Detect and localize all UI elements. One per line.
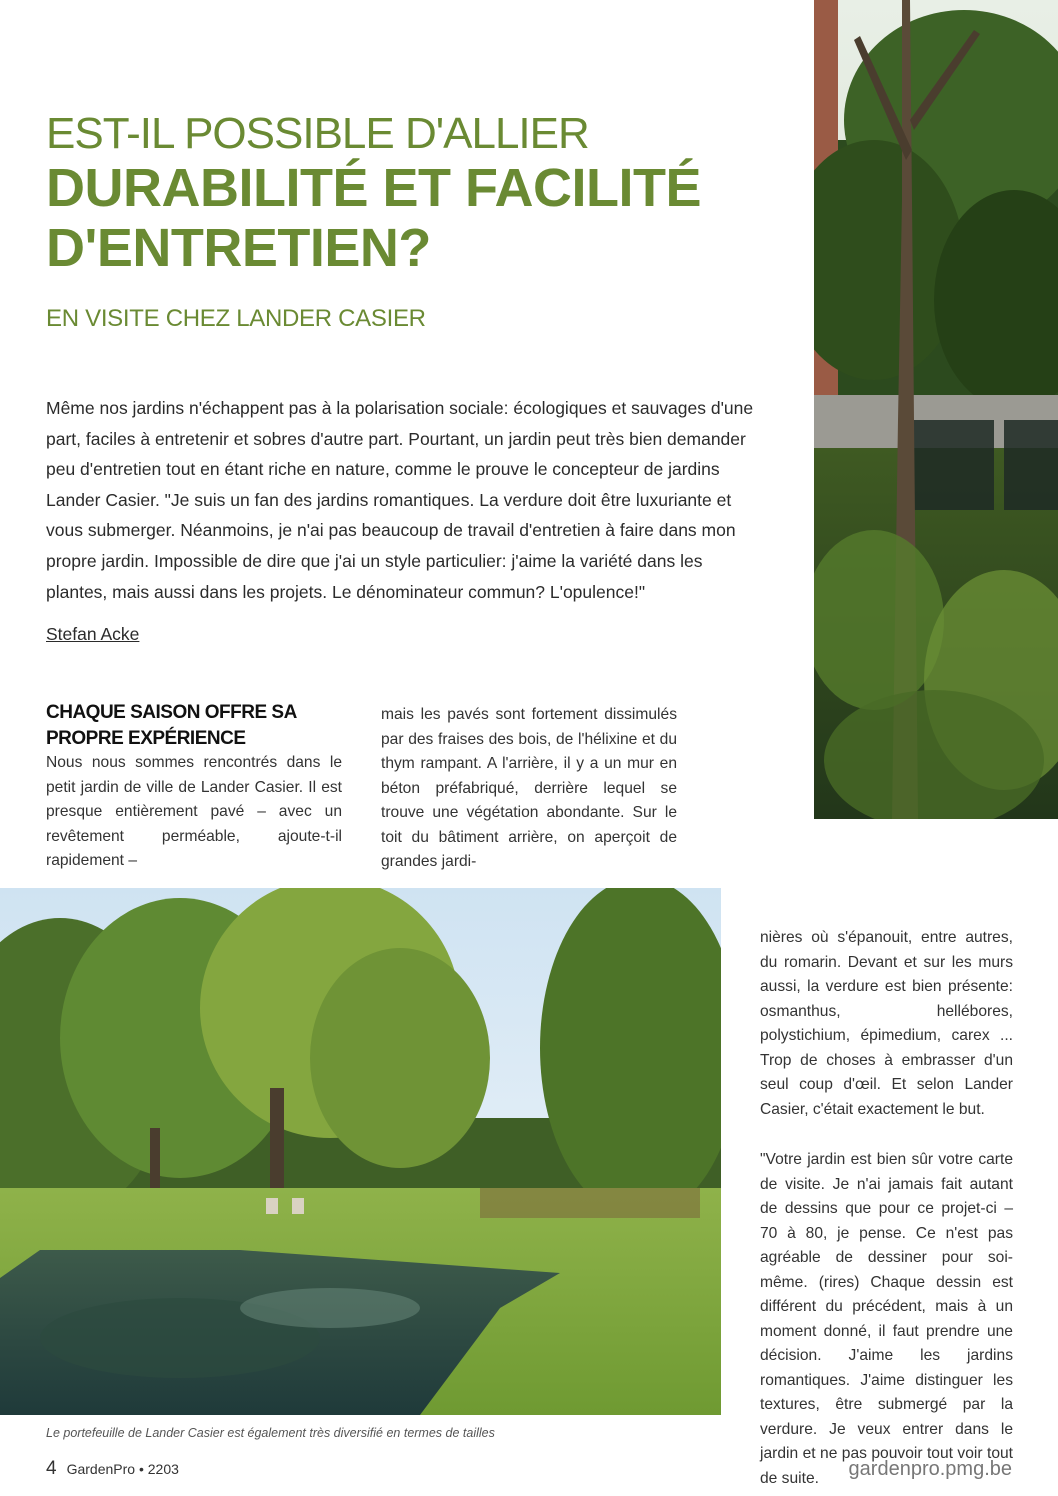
- body-column-3: nières où s'épanouit, entre autres, du romarin. Devant et sur les murs aussi, la verdure est bien présente: osmanthus, hellébores, polystichium, épimedium, carex ... Trop de choses à embrasser d'un seul coup d'œil. Et selon Lander Casier, c'était exactement le but.: [760, 929, 1013, 1118]
- body-column-4: "Votre jardin est bien sûr votre carte de visite. Je n'ai jamais fait autant de dessins que pour ce projet-ci – 70 à 80, je pense. Ce n'est pas agréable de dessiner pour soi-même. (rires) Chaque dessin est différent du précédent, mais à un moment donné, il faut prendre une décision. J'aime les jardins romantiques. J'aime distinguer les textures, être submergé par la verdure. Je veux entrer dans le jardin et ne pas pouvoir tout voir tout de suite.: [760, 1151, 1013, 1487]
- body-column-2: mais les pavés sont fortement dissimulés par des fraises des bois, de l'hélixine et du thym rampant. A l'arrière, il y a un mur en béton préfabriqué, derrière lequel se trouve une végétation abondante. Sur le toit du bâtiment arrière, on aperçoit de grandes jardi-: [381, 706, 677, 870]
- body-column-1: Nous nous sommes rencontrés dans le petit jardin de ville de Lander Casier. Il est presque entièrement pavé – avec un revêtement perméable, ajoute-t-il rapidement –: [46, 754, 342, 869]
- garden-photo-pond: [0, 888, 721, 1415]
- footer-left: [46, 1458, 179, 1480]
- article-intro: Même nos jardins n'échappent pas à la polarisation sociale: écologiques et sauvages d'une part, faciles à entretenir et sobres d'autre part. Pourtant, un jardin peut très bien demander peu d'entretien tout en étant riche en nature, comme le prouve le concepteur de jardins Lander Casier. "Je suis un fan des jardins romantiques. La verdure doit être luxuriante et vous submerger. Néanmoins, je n'ai pas beaucoup de travail d'entretien à faire dans mon propre jardin. Impossible de dire que j'ai un style particulier: j'aime la variété dans les plantes, mais aussi dans les projets. Le dénominateur commun? L'opulence!": [46, 398, 754, 602]
- page-number: 4: [46, 1458, 57, 1479]
- title-line-1: EST-IL POSSIBLE D'ALLIER: [46, 109, 589, 158]
- author-link[interactable]: Stefan Acke: [46, 624, 140, 644]
- magazine-issue: GardenPro • 2203: [66, 1461, 179, 1477]
- garden-photo-tree: [814, 0, 1058, 819]
- section-heading: CHAQUE SAISON OFFRE SA PROPRE EXPÉRIENCE: [46, 702, 297, 749]
- website-link[interactable]: gardenpro.pmg.be: [848, 1458, 1012, 1480]
- photo-caption: Le portefeuille de Lander Casier est également très diversifié en termes de tailles: [46, 1426, 495, 1440]
- article-subtitle: EN VISITE CHEZ LANDER CASIER: [46, 305, 426, 332]
- title-line-2: DURABILITÉ ET FACILITÉ D'ENTRETIEN?: [46, 158, 701, 278]
